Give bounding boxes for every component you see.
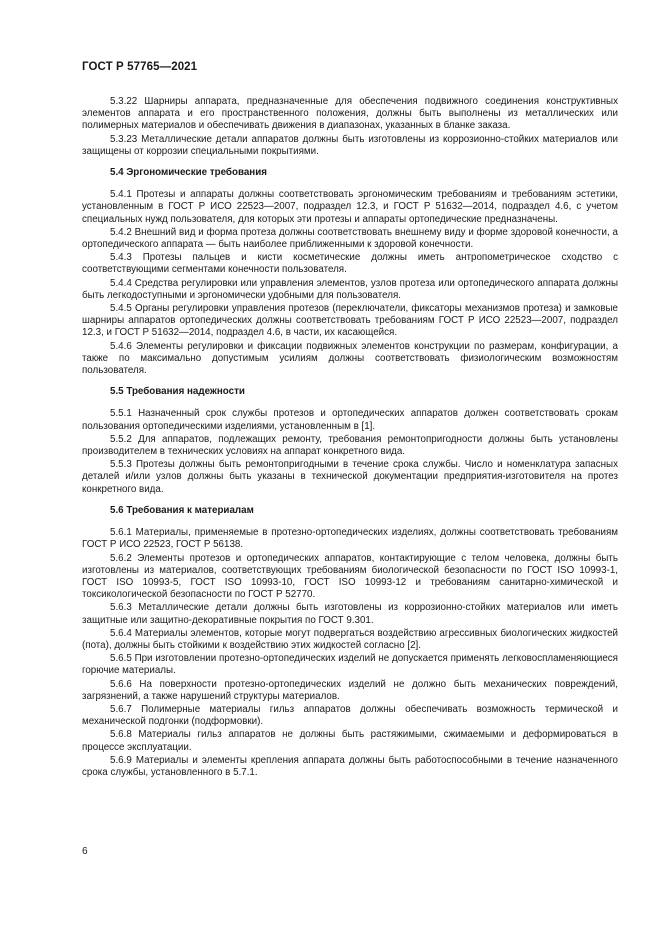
paragraph: 5.6.2 Элементы протезов и ортопедических аппаратов, контактирующие с телом человека, должны быть изготовлены из материалов, соответствующих требованиям биологической безопасности по ГОСТ ISO 10993-1, ГОСТ ISO 10993-5, ГОСТ ISO 10993-10, ГОСТ ISO 10993-12 и требованиям санитарно-химической и токсикологической безопасности по ГОСТ Р 52770. — [82, 552, 618, 601]
paragraph: 5.4.5 Органы регулировки управления протезов (переключатели, фиксаторы механизмов протеза) и замковые шарниры аппаратов ортопедических должны соответствовать требованиям ГОСТ Р ИСО 22523—2007, подраздел 12.3, и ГОСТ Р 51632—2014, подраздел 4.6, в части, их касающейся. — [82, 303, 618, 339]
paragraph: 5.6.9 Материалы и элементы крепления аппарата должны быть работоспособными в течение назначенного срока службы, установленного в 5.7.1. — [82, 754, 618, 778]
paragraph: 5.6.4 Материалы элементов, которые могут подвергаться воздействию агрессивных биологических жидкостей (пота), должны быть стойкими к воздействию этих жидкостей согласно [2]. — [82, 627, 618, 651]
paragraph: 5.4.1 Протезы и аппараты должны соответствовать эргономическим требованиям и требованиям эстетики, установленным в ГОСТ Р ИСО 22523—2007, подраздел 12.3, и ГОСТ Р 51632—2014, подраздел 4.6, с учетом специальных нужд пользователя, для которых эти протезы и аппараты ортопедические предназначены. — [82, 189, 618, 225]
paragraph: 5.6.1 Материалы, применяемые в протезно-ортопедических изделиях, должны соответствовать требованиям ГОСТ Р ИСО 22523, ГОСТ Р 56138. — [82, 527, 618, 551]
document-body — [82, 96, 618, 780]
paragraph: 5.4.3 Протезы пальцев и кисти косметические должны иметь антропометрическое сходство с соответствующими сегментами конечности пользователя. — [82, 252, 618, 276]
paragraph: 5.3.22 Шарниры аппарата, предназначенные для обеспечения подвижного соединения конструктивных элементов аппарата и его пространственного положения, должны быть выполнены из металлических или полимерных материалов и обеспечивать движения в диапазонах, указанных в бланке заказа. — [82, 96, 618, 132]
section-heading: 5.5 Требования надежности — [110, 386, 245, 398]
document-header: ГОСТ Р 57765—2021 — [82, 61, 198, 73]
paragraph: 5.6.8 Материалы гильз аппаратов не должны быть растяжимыми, сжимаемыми и деформироваться в процессе эксплуатации. — [82, 729, 618, 753]
section-heading: 5.6 Требования к материалам — [110, 504, 254, 516]
paragraph: 5.4.6 Элементы регулировки и фиксации подвижных элементов конструкции по размерам, конфигурации, а также по максимально допустимым усилиям должны соответствовать физиологическим возможностям пользователя. — [82, 340, 618, 377]
paragraph: 5.5.1 Назначенный срок службы протезов и ортопедических аппаратов должен соответствовать срокам пользования ортопедическими изделиями, установленным в [1]. — [82, 408, 618, 432]
paragraph: 5.5.2 Для аппаратов, подлежащих ремонту, требования ремонтопригодности должны быть установлены производителем в технических условиях на аппарат конкретного вида. — [82, 433, 618, 458]
paragraph: 5.4.2 Внешний вид и форма протеза должны соответствовать внешнему виду и форме здоровой конечности, а ортопедического аппарата — быть наиболее приближенными к здоровой конечности. — [82, 226, 618, 251]
paragraph: 5.6.3 Металлические детали должны быть изготовлены из коррозионно-стойких материалов или иметь защитные или защитно-декоративные покрытия по ГОСТ 9.301. — [82, 602, 618, 626]
paragraph: 5.6.6 На поверхности протезно-ортопедических изделий не должно быть механических повреждений, загрязнений, а также нарушений структуры материалов. — [82, 678, 618, 702]
paragraph: 5.4.4 Средства регулировки или управления элементов, узлов протеза или ортопедического аппарата должны быть легкодоступными и эргономически удобными для пользователя. — [82, 277, 618, 301]
paragraph: 5.6.5 При изготовлении протезно-ортопедических изделий не допускается применять легковоспламеняющиеся горючие материалы. — [82, 653, 618, 677]
paragraph: 5.6.7 Полимерные материалы гильз аппаратов должны обеспечивать возможность термической и механической подгонки (подформовки). — [82, 703, 618, 728]
paragraph: 5.5.3 Протезы должны быть ремонтопригодными в течение срока службы. Число и номенклатура запасных деталей и/или узлов должны быть указаны в технической документации предприятия-изготовителя на протез конкретного вида. — [82, 459, 618, 495]
paragraph: 5.3.23 Металлические детали аппаратов должны быть изготовлены из коррозионно-стойких материалов или защищены от коррозии специальными покрытиями. — [82, 133, 618, 157]
page-number: 6 — [82, 846, 88, 857]
section-heading: 5.4 Эргономические требования — [110, 167, 267, 179]
